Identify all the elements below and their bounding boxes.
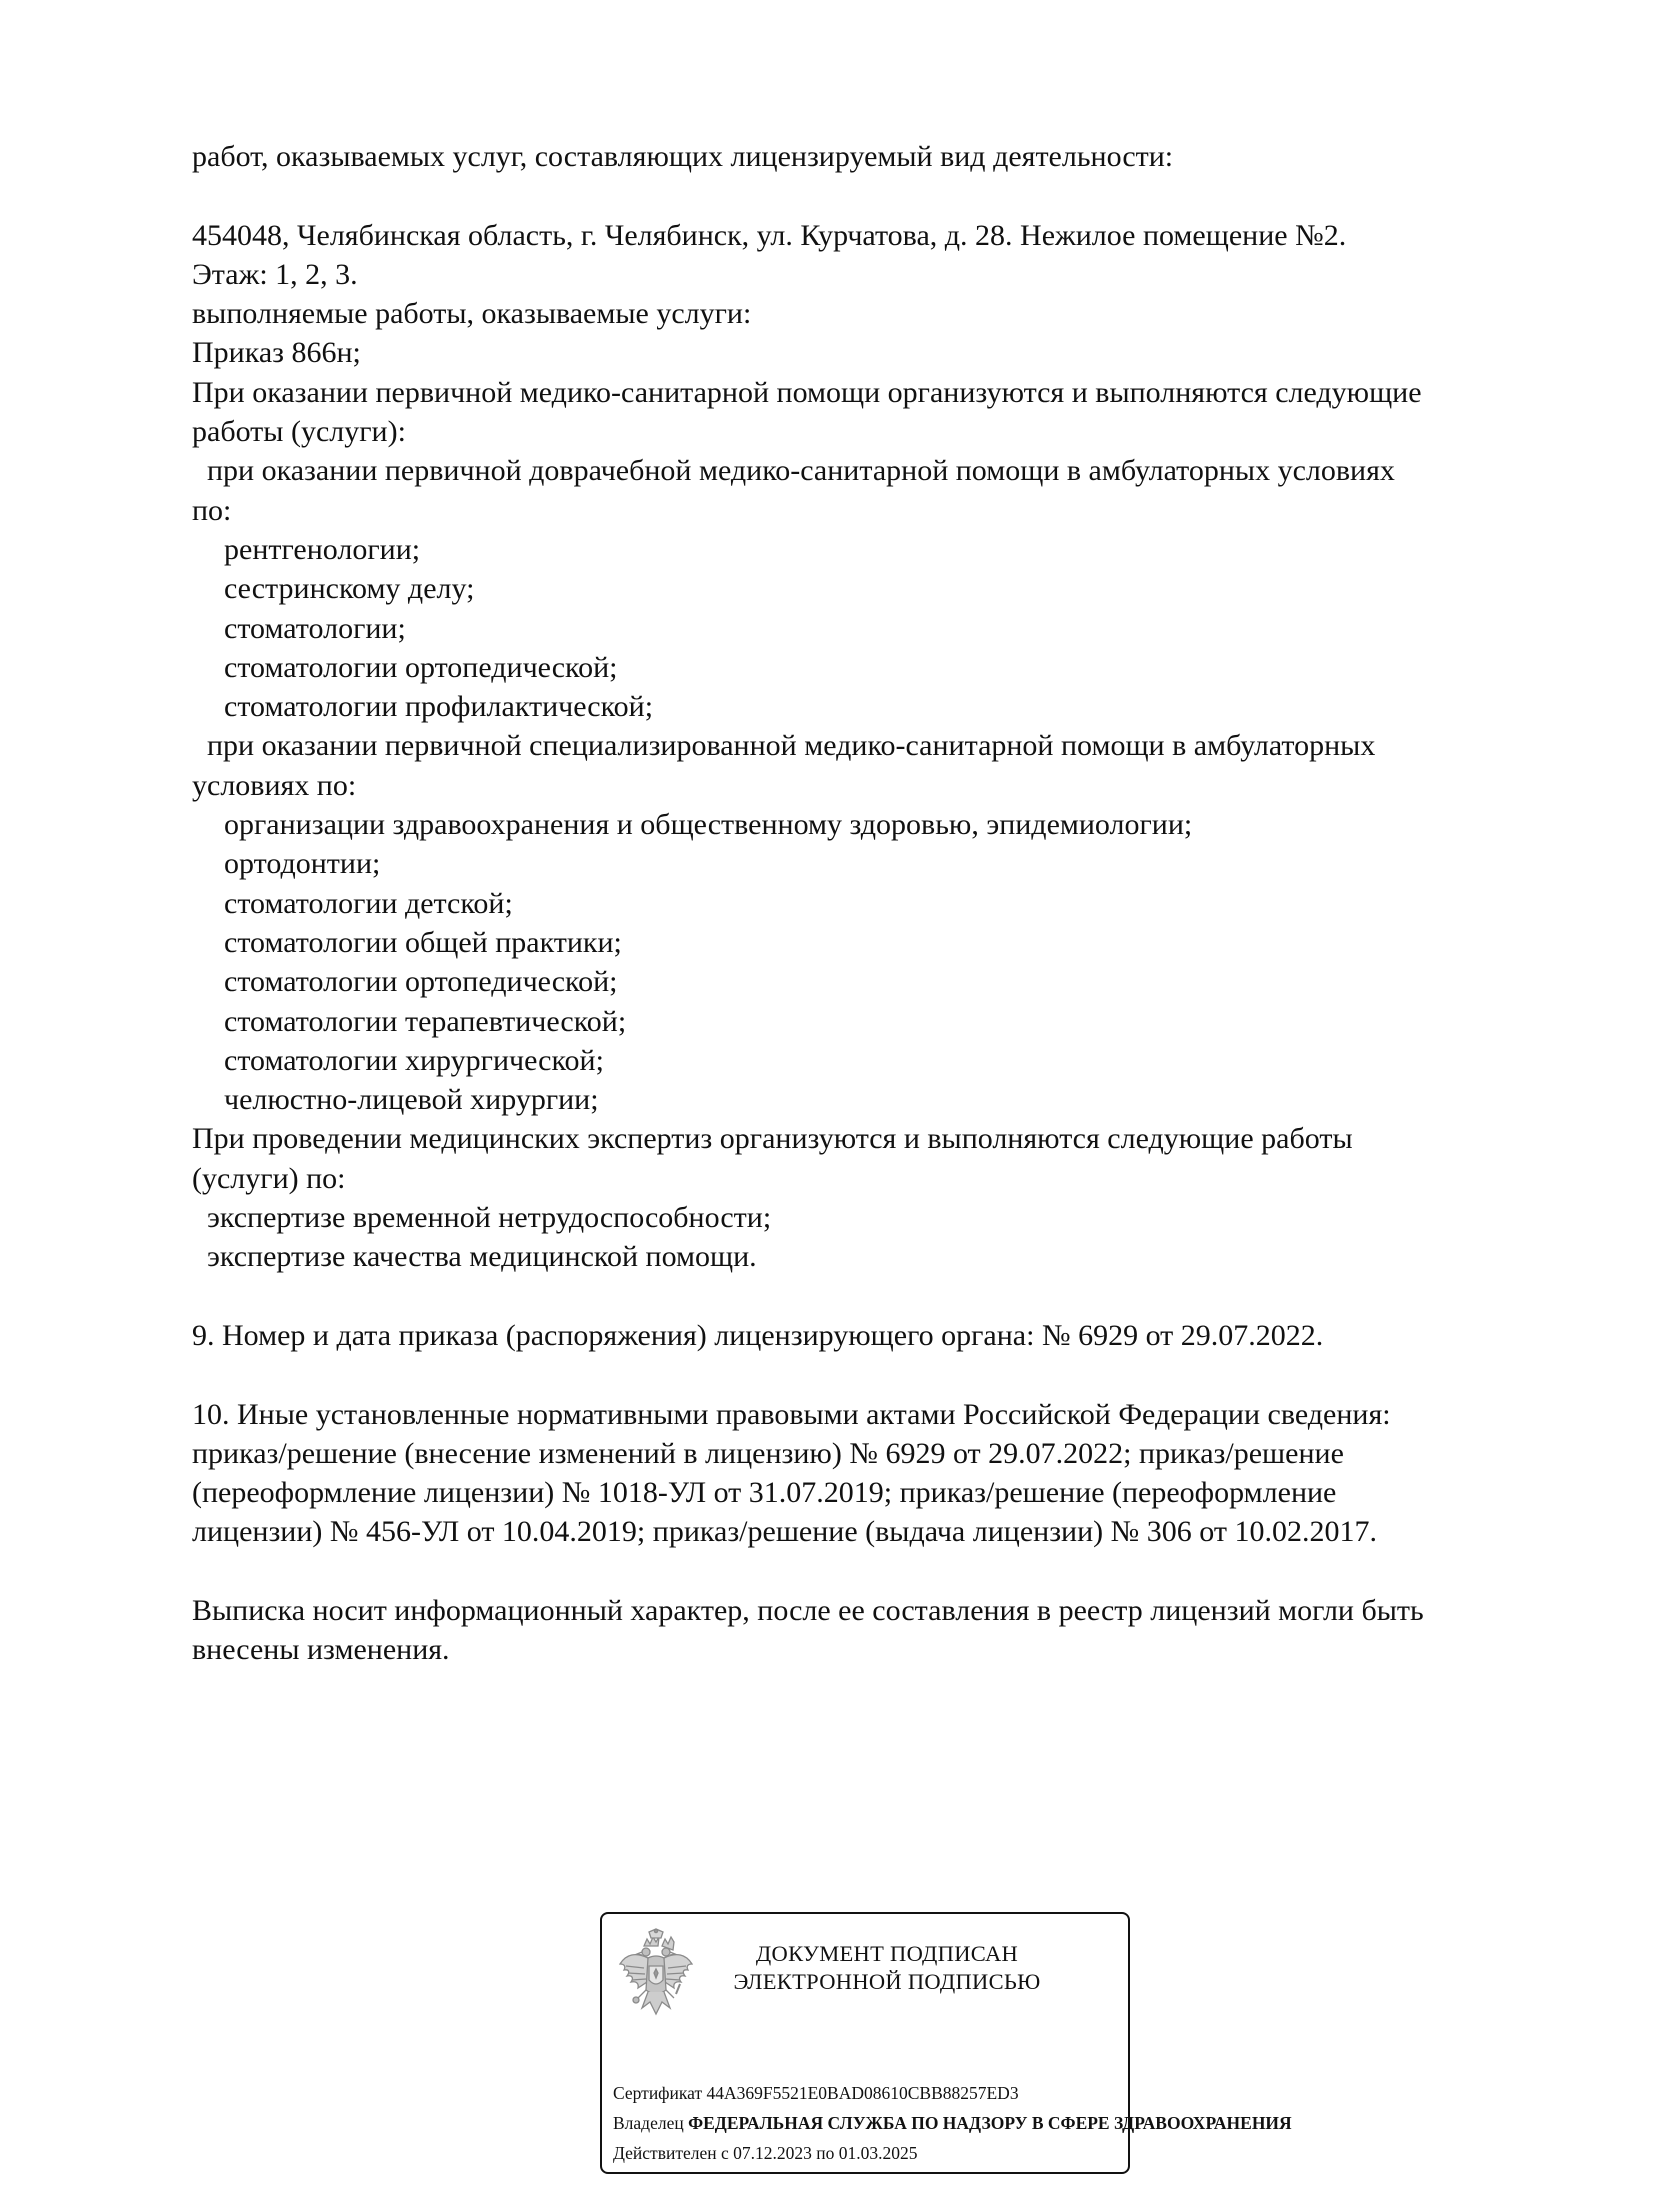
document-line: При проведении медицинских экспертиз организуются и выполняются следующие работы xyxy=(192,1122,1353,1156)
document-line: ортодонтии; xyxy=(224,847,381,881)
document-line: организации здравоохранения и общественному здоровью, эпидемиологии; xyxy=(224,808,1193,842)
document-line: сестринскому делу; xyxy=(224,572,475,606)
blank-line xyxy=(192,1277,1532,1316)
document-line: работ, оказываемых услуг, составляющих лицензируемый вид деятельности: xyxy=(192,140,1174,173)
blank-line xyxy=(192,1355,1532,1394)
document-line: приказ/решение (внесение изменений в лицензию) № 6929 от 29.07.2022; приказ/решение xyxy=(192,1436,1344,1470)
stamp-heading xyxy=(717,1940,1057,1996)
document-line: выполняемые работы, оказываемые услуги: xyxy=(192,297,752,331)
certificate-value: 44A369F5521E0BAD08610CBB88257ED3 xyxy=(706,2083,1019,2103)
document-line: стоматологии ортопедической; xyxy=(224,650,618,684)
document-line: при оказании первичной специализированной медико-санитарной помощи в амбулаторных xyxy=(207,729,1376,763)
blank-line xyxy=(192,1552,1532,1591)
document-line: стоматологии ортопедической; xyxy=(224,965,618,999)
document-line: экспертизе качества медицинской помощи. xyxy=(207,1240,757,1274)
document-line: лицензии) № 456-УЛ от 10.04.2019; приказ/решение (выдача лицензии) № 306 от 10.02.2017. xyxy=(192,1515,1377,1549)
document-line: При оказании первичной медико-санитарной помощи организуются и выполняются следующие xyxy=(192,375,1422,409)
document-line: Этаж: 1, 2, 3. xyxy=(192,257,358,291)
document-line: (переоформление лицензии) № 1018-УЛ от 31.07.2019; приказ/решение (переоформление xyxy=(192,1476,1337,1510)
stamp-details xyxy=(613,2078,1292,2168)
document-line: внесены изменения. xyxy=(192,1633,450,1667)
document-line: 454048, Челябинская область, г. Челябинск, ул. Курчатова, д. 28. Нежилое помещение №2. xyxy=(192,218,1347,252)
document-line: Приказ 866н; xyxy=(192,336,361,370)
document-line: стоматологии терапевтической; xyxy=(224,1004,627,1038)
document-line: стоматологии общей практики; xyxy=(224,925,622,959)
document-line: работы (услуги): xyxy=(192,415,406,449)
document-line: челюстно-лицевой хирургии; xyxy=(224,1083,599,1117)
document-line: 10. Иные установленные нормативными правовыми актами Российской Федерации сведения: xyxy=(192,1397,1391,1431)
certificate-row xyxy=(613,2078,1133,2108)
owner-row xyxy=(613,2108,1292,2138)
document-line: стоматологии профилактической; xyxy=(224,690,654,724)
document-line: Выписка носит информационный характер, после ее составления в реестр лицензий могли быть xyxy=(192,1593,1424,1627)
document-line: стоматологии; xyxy=(224,611,406,645)
document-line: экспертизе временной нетрудоспособности; xyxy=(207,1201,772,1235)
electronic-signature-stamp xyxy=(600,1912,1292,2174)
certificate-label: Сертификат xyxy=(613,2083,703,2103)
stamp-heading-line1: ДОКУМЕНТ ПОДПИСАН xyxy=(755,1941,1019,1966)
owner-label: Владелец xyxy=(613,2113,684,2133)
document-line: по: xyxy=(192,493,232,527)
document-line: 9. Номер и дата приказа (распоряжения) лицензирующего органа: № 6929 от 29.07.2022. xyxy=(192,1318,1324,1352)
validity-row: Действителен с 07.12.2023 по 01.03.2025 xyxy=(613,2143,918,2163)
russian-coat-of-arms-icon xyxy=(616,1928,696,2026)
document-line: рентгенологии; xyxy=(224,532,421,566)
owner-value: ФЕДЕРАЛЬНАЯ СЛУЖБА ПО НАДЗОРУ В СФЕРЕ ЗДРАВООХРАНЕНИЯ xyxy=(688,2113,1292,2133)
blank-line xyxy=(192,176,1532,215)
document-body xyxy=(192,137,1532,1670)
document-line: (услуги) по: xyxy=(192,1161,346,1195)
document-line: при оказании первичной доврачебной медико-санитарной помощи в амбулаторных условиях xyxy=(207,454,1395,488)
document-line: стоматологии хирургической; xyxy=(224,1043,604,1077)
stamp-heading-line2: ЭЛЕКТРОННОЙ ПОДПИСЬЮ xyxy=(733,1969,1041,1994)
document-line: условиях по: xyxy=(192,768,357,802)
document-line: стоматологии детской; xyxy=(224,886,513,920)
